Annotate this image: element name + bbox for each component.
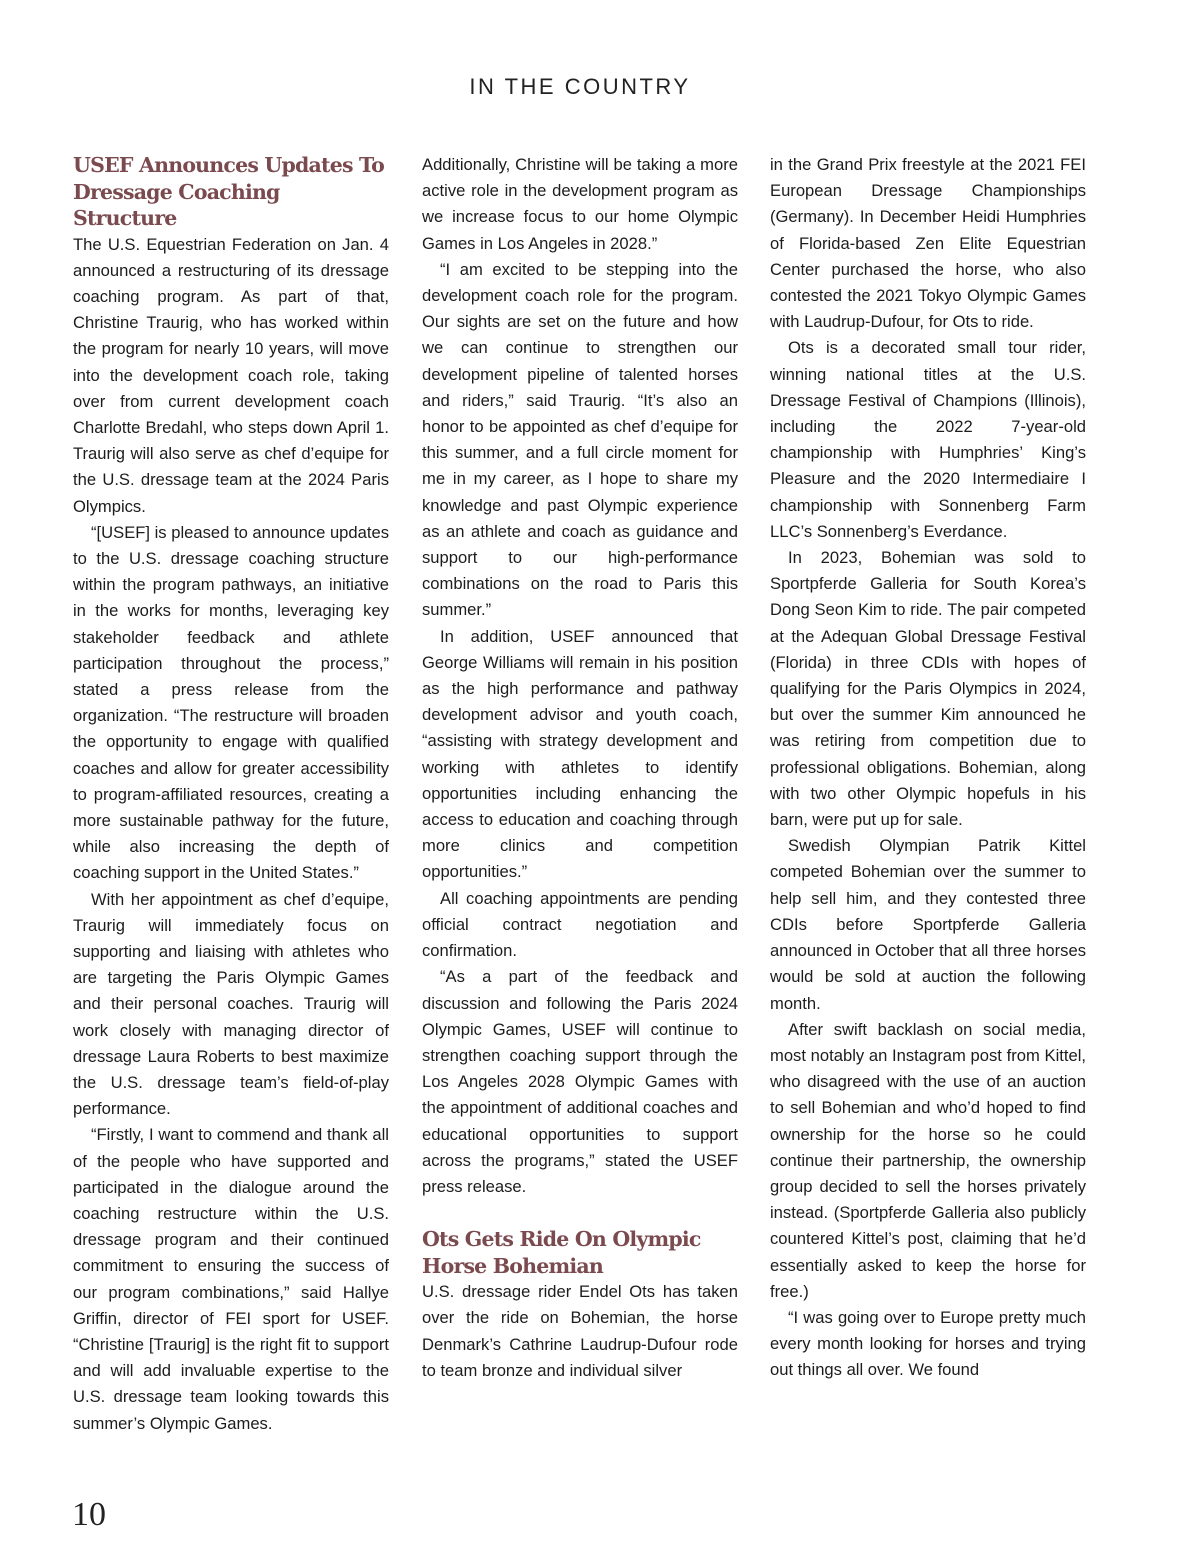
column-1 bbox=[73, 152, 389, 1442]
column-3 bbox=[770, 152, 1086, 1442]
paragraph: “Firstly, I want to commend and thank all of the people who have supported and participated in the dialogue around the coaching restructure within the U.S. dressage program and their continued commitment to ensuring the success of our program combinations,” said Hallye Griffin, director of FEI sport for USEF. “Christine [Traurig] is the right fit to support and will add invaluable expertise to the U.S. dressage team looking towards this summer’s Olympic Games. bbox=[73, 1125, 389, 1433]
article-headline: Ots Gets Ride On Olympic Horse Bohemian bbox=[422, 1227, 701, 1278]
paragraph: With her appointment as chef d’equipe, Traurig will immediately focus on supporting and liaising with athletes who are targeting the Paris Olympic Games and their personal coaches. Traurig will work closely with managing director of dressage Laura Roberts to best maximize the U.S. dressage team’s field-of-play performance. bbox=[73, 889, 389, 1119]
paragraph: Ots is a decorated small tour rider, winning national titles at the U.S. Dressage Festival of Champions (Illinois), including the 2022 7-year-old championship with Humphries’ King’s Pleasure and the 2020 Intermediaire I championship with Sonnenberg Farm LLC’s Sonnenberg’s Everdance. bbox=[770, 338, 1086, 541]
column-2 bbox=[422, 152, 738, 1442]
paragraph: U.S. dressage rider Endel Ots has taken over the ride on Bohemian, the horse Denmark’s Cathrine Laudrup-Dufour rode to team bronze and individual silver bbox=[422, 1282, 738, 1380]
paragraph: “I am excited to be stepping into the development coach role for the program. Our sights are set on the future and how we can continue to strengthen our development pipeline of talented horses and riders,” said Traurig. “It’s also an honor to be appointed as chef d’equipe for this summer, and a full circle moment for me in my career, as I hope to share my knowledge and past Olympic experience as an athlete and coach as guidance and support to our high-performance combinations on the road to Paris this summer.” bbox=[422, 259, 738, 620]
section-title: IN THE COUNTRY bbox=[469, 74, 691, 99]
paragraph: “[USEF] is pleased to announce updates to the U.S. dressage coaching structure within the program pathways, an initiative in the works for months, leveraging key stakeholder feedback and athlete participation throughout the process,” stated a press release from the organization. “The restructure will broaden the opportunity to engage with qualified coaches and allow for greater accessibility to program-affiliated resources, creating a more sustainable pathway for the future, while also increasing the depth of coaching support in the United States.” bbox=[73, 522, 389, 883]
paragraph: After swift backlash on social media, most notably an Instagram post from Kittel, who disagreed with the use of an auction to sell Bohemian and who’d hoped to find ownership for the horse so he could continue their partnership, the ownership group decided to sell the horses privately instead. (Sportpferde Galleria also publicly countered Kittel’s post, claiming that he’d essentially asked to keep the horse for free.) bbox=[770, 1019, 1086, 1301]
paragraph: Additionally, Christine will be taking a more active role in the development program as we increase focus to our home Olympic Games in Los Angeles in 2028.” bbox=[422, 155, 738, 253]
paragraph: Swedish Olympian Patrik Kittel competed Bohemian over the summer to help sell him, and they contested three CDIs before Sportpferde Galleria announced in October that all three horses would be sold at auction the following month. bbox=[770, 836, 1086, 1013]
paragraph: “I was going over to Europe pretty much every month looking for horses and trying out things all over. We found bbox=[770, 1307, 1086, 1380]
page-number: 10 bbox=[72, 1496, 106, 1533]
paragraph: The U.S. Equestrian Federation on Jan. 4 announced a restructuring of its dressage coaching program. As part of that, Christine Traurig, who has worked within the program for nearly 10 years, will move into the development coach role, taking over from current development coach Charlotte Bredahl, who steps down April 1. Traurig will also serve as chef d’equipe for the U.S. dressage team at the 2024 Paris Olympics. bbox=[73, 234, 389, 516]
article-headline: USEF Announces Updates To Dressage Coaching Structure bbox=[73, 153, 384, 230]
paragraph: In 2023, Bohemian was sold to Sportpferde Galleria for South Korea’s Dong Seon Kim to ride. The pair competed at the Adequan Global Dressage Festival (Florida) in three CDIs with hopes of qualifying for the Paris Olympics in 2024, but over the summer Kim announced he was retiring from competition due to professional obligations. Bohemian, along with two other Olympic hopefuls in his barn, were put up for sale. bbox=[770, 548, 1086, 830]
paragraph: “As a part of the feedback and discussion and following the Paris 2024 Olympic Games, USEF will continue to strengthen coaching support through the Los Angeles 2028 Olympic Games with the appointment of additional coaches and educational opportunities to support across the programs,” stated the USEF press release. bbox=[422, 967, 738, 1196]
paragraph: All coaching appointments are pending official contract negotiation and confirmation. bbox=[422, 888, 738, 961]
paragraph: in the Grand Prix freestyle at the 2021 FEI European Dressage Championships (Germany). In December Heidi Humphries of Florida-based Zen Elite Equestrian Center purchased the horse, who also contested the 2021 Tokyo Olympic Games with Laudrup-Dufour, for Ots to ride. bbox=[770, 155, 1086, 332]
paragraph: In addition, USEF announced that George Williams will remain in his position as the high performance and pathway development advisor and youth coach, “assisting with strategy development and working with athletes to identify opportunities including enhancing the access to education and coaching through more clinics and competition opportunities.” bbox=[422, 626, 738, 882]
